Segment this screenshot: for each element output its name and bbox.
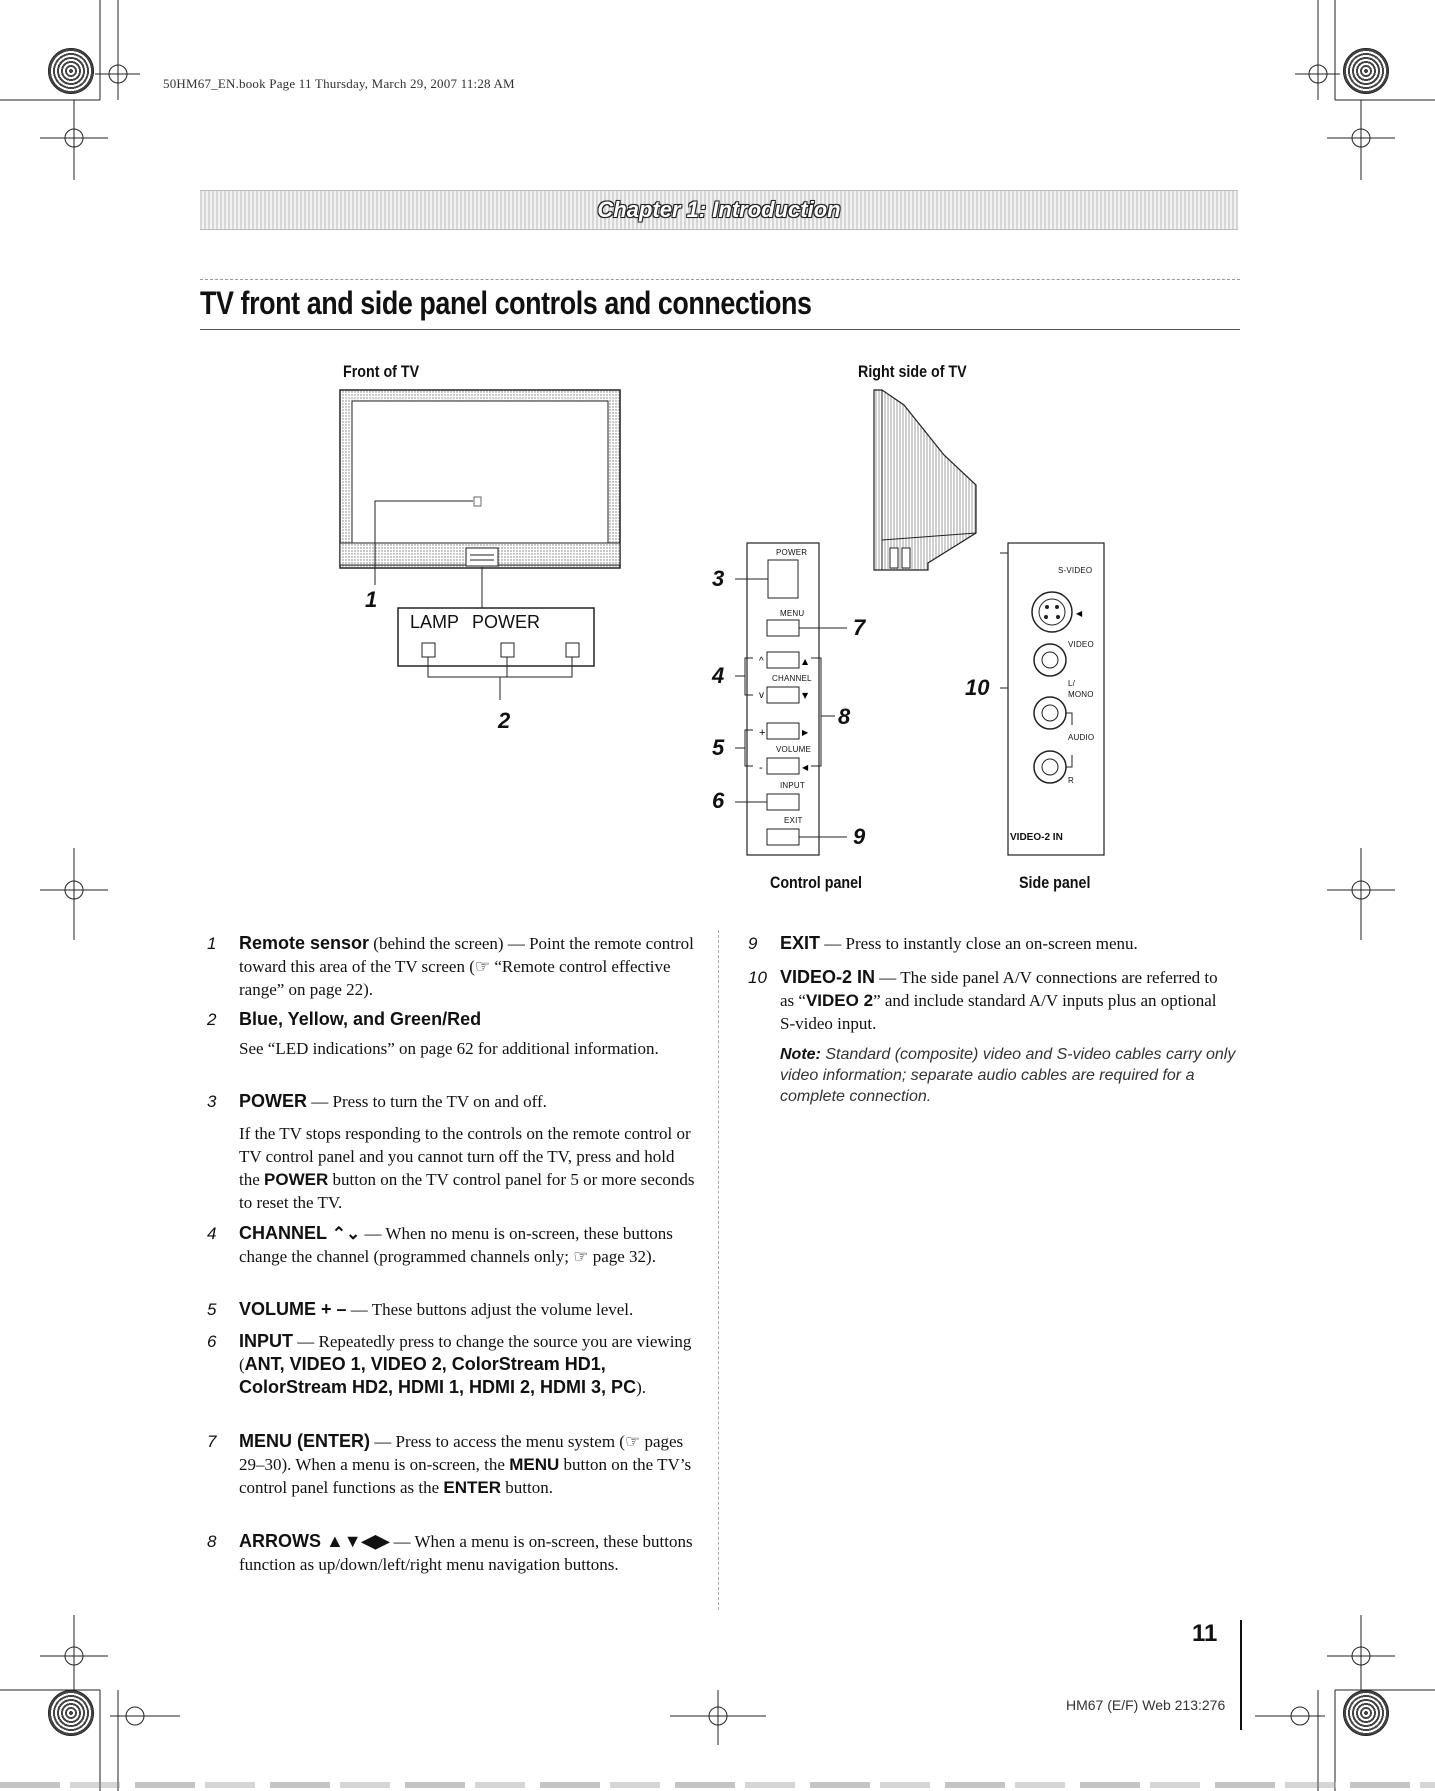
svg-text:-: - [759, 762, 763, 774]
callout-10: 10 [965, 675, 990, 700]
callout-6: 6 [712, 788, 725, 813]
svg-text:▶: ▶ [802, 728, 809, 737]
list-item: 4 CHANNEL ⌃⌄ — When no menu is on-screen, these buttons change the channel (programmed channels only; ☞ page 32). [207, 1223, 673, 1266]
list-item: 5 VOLUME + – — These buttons adjust the volume level. [207, 1299, 634, 1319]
svg-text:^: ^ [759, 656, 764, 667]
cp-input-label: INPUT [780, 781, 805, 790]
title-rule-bottom [200, 329, 1240, 330]
right-side-of-tv-diagram [860, 385, 1000, 585]
list-item: 7 MENU (ENTER) — Press to access the menu system (☞ pages 29–30). When a menu is on-screen, the MENU button on the TV’s control panel functions as the ENTER button. [207, 1431, 692, 1497]
callout-4: 4 [712, 663, 725, 688]
list-item: 6 INPUT — Repeatedly press to change the source you are viewing (ANT, VIDEO 1, VIDEO 2, ColorStream HD1, ColorStream HD2, HDMI 1, HDMI 2, HDMI 3, PC). [207, 1331, 692, 1397]
power-led-label: POWER [472, 612, 541, 632]
page-title: TV front and side panel controls and connections [200, 285, 812, 321]
svg-text:v: v [759, 690, 764, 701]
note: Note: Standard (composite) video and S-video cables carry only video information; separate audio cables are required for a complete connection. [780, 1046, 1236, 1105]
list-item: 2 Blue, Yellow, and Green/Red See “LED indications” on page 62 for additional information. [207, 1009, 659, 1058]
chapter-title: Chapter 1: Introduction [597, 197, 841, 222]
svg-text:▼: ▼ [802, 691, 809, 700]
sp-video-label: VIDEO [1068, 640, 1094, 649]
sp-r-label: R [1068, 776, 1074, 785]
bottom-strip [0, 1782, 1435, 1788]
footer-code: HM67 (E/F) Web 213:276 [1066, 1697, 1226, 1713]
callout-8: 8 [838, 704, 851, 729]
svg-text:▲: ▲ [802, 657, 809, 666]
control-panel-label: Control panel [770, 873, 863, 892]
front-of-tv-diagram [330, 385, 630, 725]
callout-7: 7 [853, 615, 866, 640]
cp-power-label: POWER [776, 548, 808, 557]
cp-volume-label: VOLUME [776, 745, 811, 754]
list-item: 8 ARROWS ▲▼◀▶ — When a menu is on-screen, these buttons function as up/down/left/right menu navigation buttons. [207, 1531, 693, 1574]
sp-video2-label: VIDEO-2 IN [1010, 832, 1063, 843]
cp-menu-label: MENU [780, 609, 805, 618]
footer-bar [1240, 1620, 1242, 1730]
sp-svideo-label: S-VIDEO [1058, 566, 1093, 575]
title-rule-top [200, 279, 1240, 280]
page-number: 11 [1192, 1620, 1218, 1647]
cp-exit-label: EXIT [784, 816, 803, 825]
lamp-label: LAMP [410, 612, 460, 632]
sp-audio-label: AUDIO [1068, 733, 1095, 742]
sp-l-label: L/ [1068, 679, 1076, 688]
column-divider [718, 930, 719, 1610]
cp-channel-label: CHANNEL [772, 674, 812, 683]
list-item: 1 Remote sensor (behind the screen) — Point the remote control toward this area of the TV screen (☞ “Remote control effective range” on page 22). [207, 933, 694, 999]
front-of-tv-label: Front of TV [343, 362, 420, 381]
right-side-of-tv-label: Right side of TV [858, 362, 967, 381]
list-item: 3 POWER — Press to turn the TV on and off. [207, 1091, 547, 1111]
job-header: 50HM67_EN.book Page 11 Thursday, March 29, 2007 11:28 AM [163, 76, 515, 91]
side-panel-label: Side panel [1019, 873, 1091, 892]
callout-1: 1 [365, 587, 378, 612]
side-panel-diagram [1000, 540, 1140, 870]
chapter-band [200, 190, 1238, 230]
callout-9: 9 [853, 824, 866, 849]
callout-2: 2 [498, 708, 511, 733]
sp-mono-label: MONO [1068, 690, 1094, 699]
callout-3: 3 [712, 566, 725, 591]
callout-5: 5 [712, 735, 725, 760]
svg-text:◀: ◀ [802, 763, 809, 772]
list-item: 10 VIDEO-2 IN — The side panel A/V connections are referred to as “VIDEO 2” and include standard A/V inputs plus an optional S-video input. [748, 967, 1218, 1033]
list-item: 9 EXIT — Press to instantly close an on-screen menu. [748, 933, 1138, 953]
svg-text:+: + [759, 727, 766, 739]
control-panel-diagram [735, 540, 855, 860]
list-item: If the TV stops responding to the controls on the remote control or TV control panel and you cannot turn off the TV, press and hold the POWER button on the TV control panel for 5 or more seconds to reset the TV. [239, 1124, 695, 1212]
svg-text:◀: ◀ [1076, 609, 1083, 618]
